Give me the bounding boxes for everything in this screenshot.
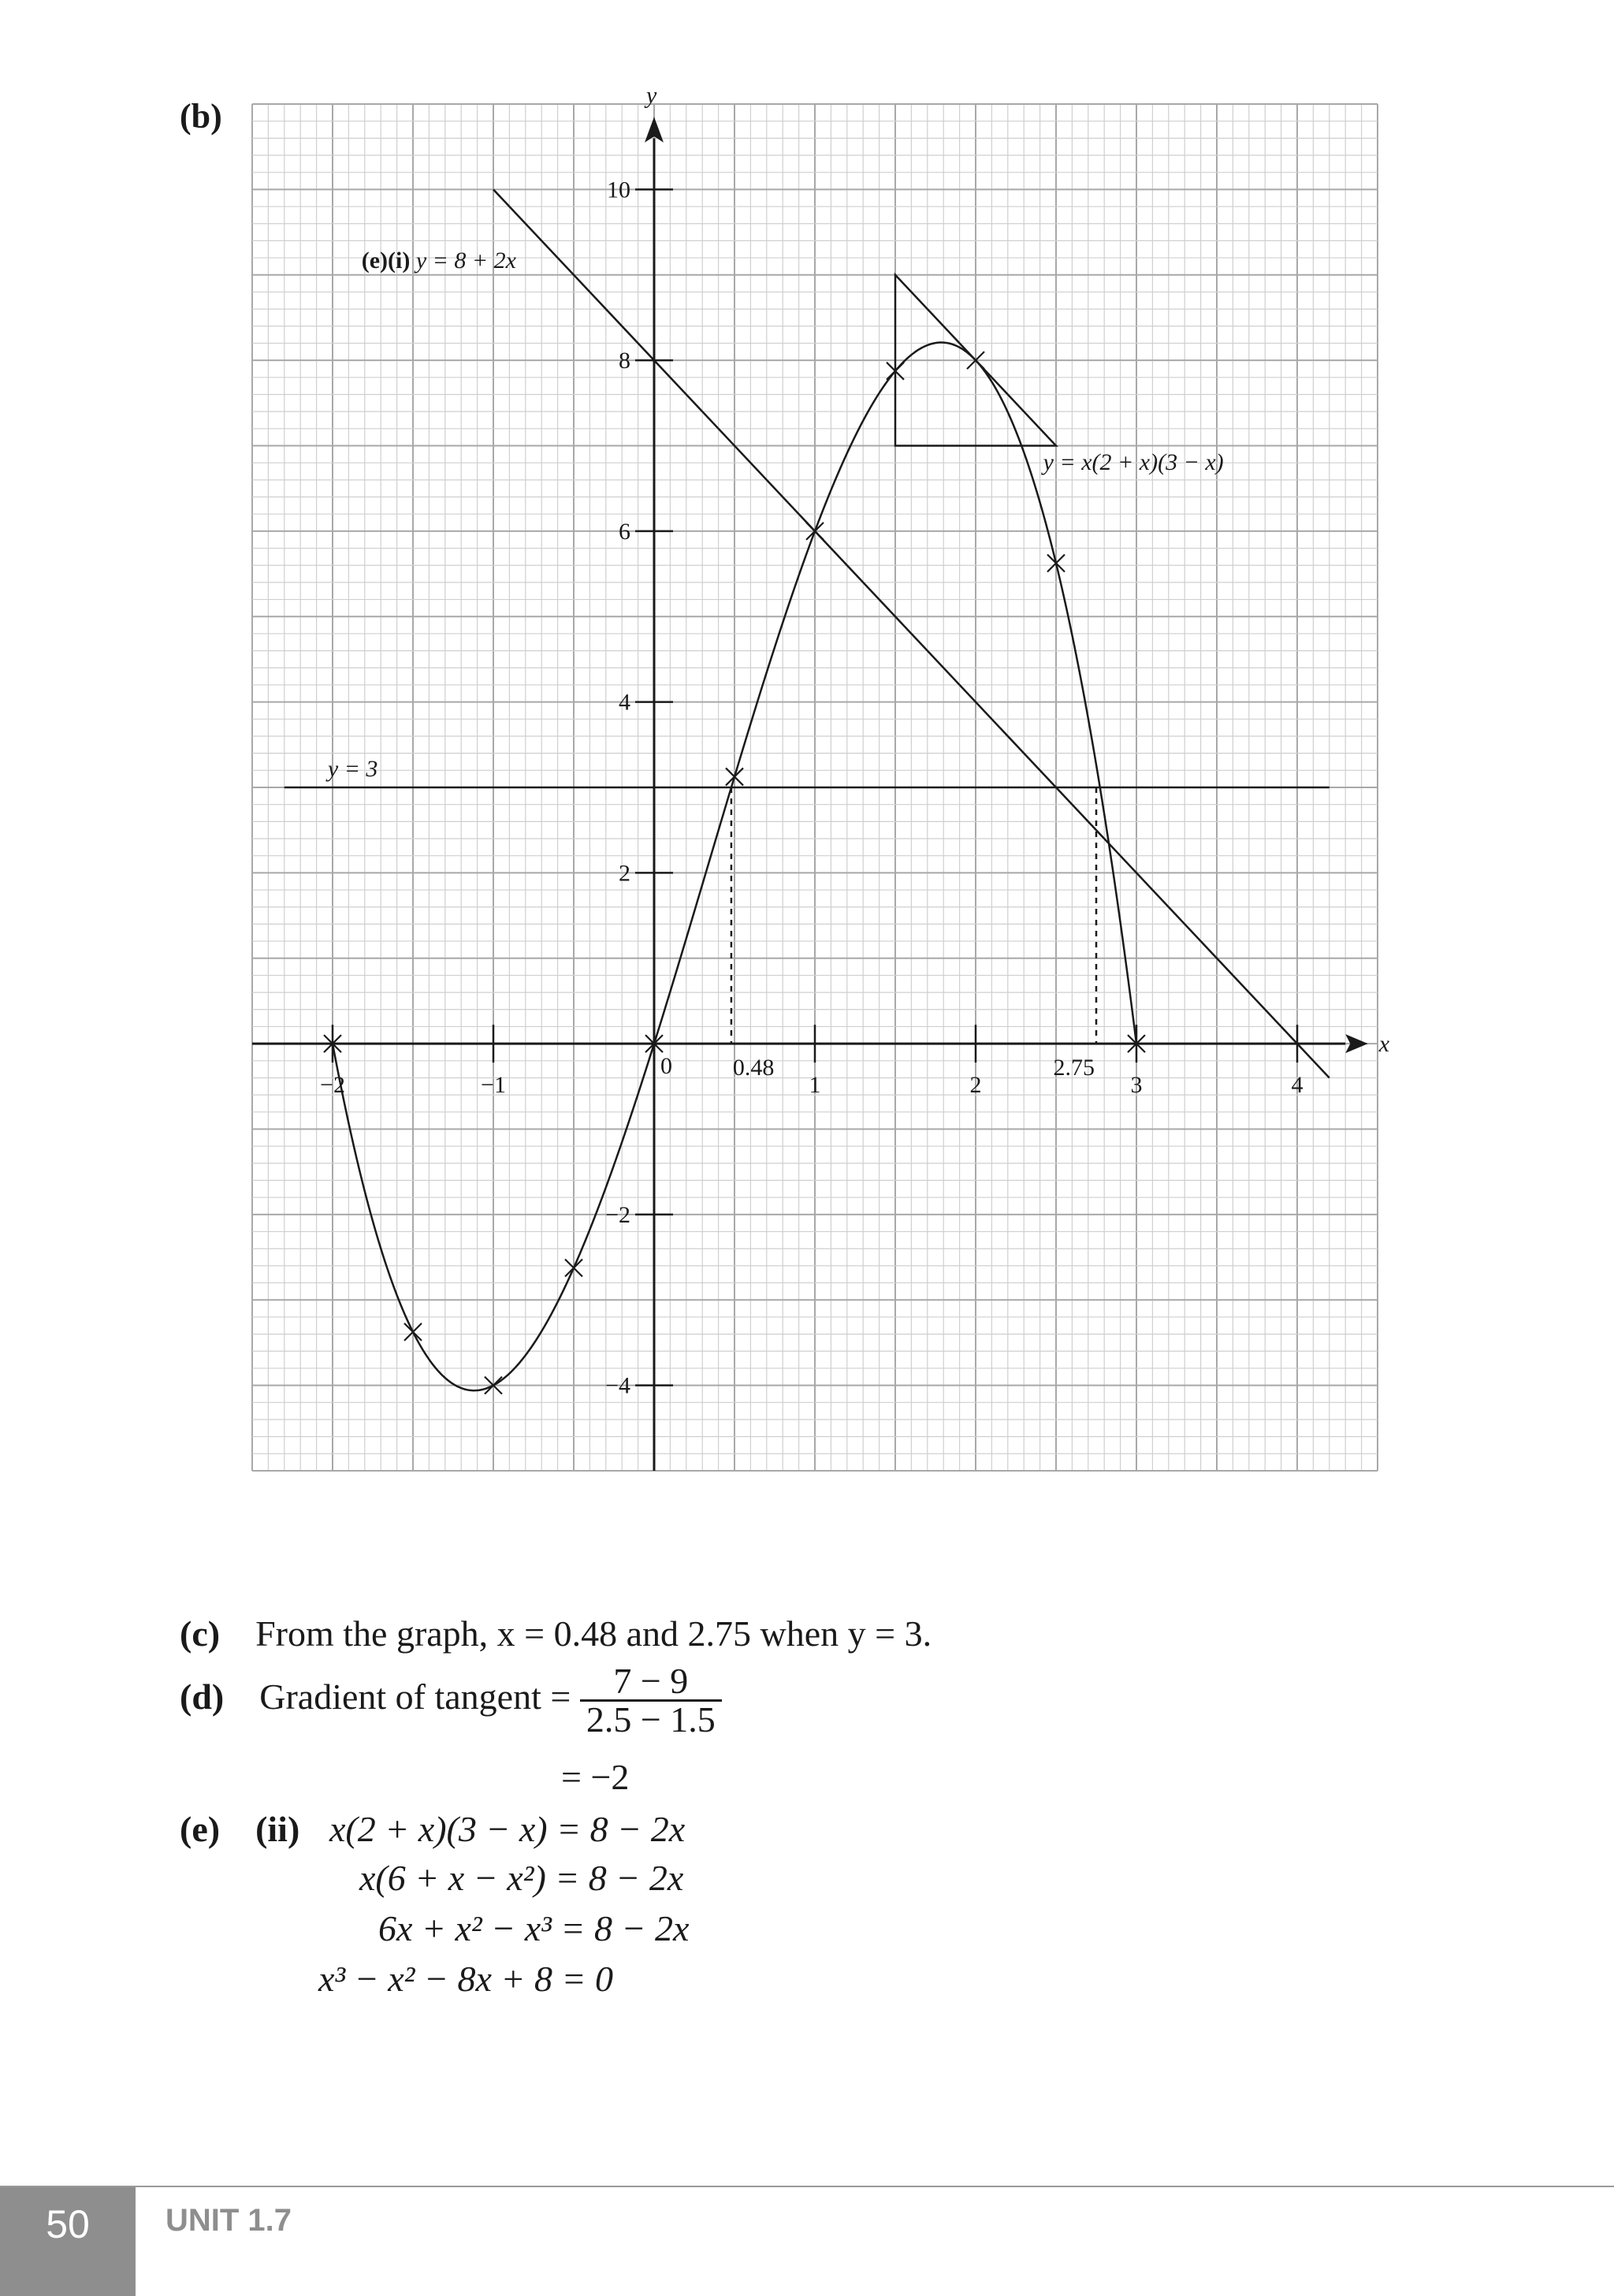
x-axis-title: x [1378, 1031, 1390, 1058]
root-value-label: 2.75 [1053, 1055, 1095, 1081]
curve-label: y = x(2 + x)(3 − x) [1043, 448, 1224, 475]
x-tick-label: −2 [320, 1072, 345, 1099]
x-tick-label: 3 [1130, 1072, 1143, 1099]
root-value-label: 0.48 [732, 1055, 775, 1081]
part-b-label: (b) [180, 97, 222, 136]
fraction-numerator: 7 − 9 [580, 1663, 722, 1702]
line-8-2x-label: (e)(i) y = 8 + 2x [361, 247, 516, 274]
chart-labels [325, 82, 1390, 1081]
line-y3-label: y = 3 [327, 756, 378, 782]
y-tick-label: −2 [605, 1201, 630, 1228]
equation-line-4: x³ − x² − 8x + 8 = 0 [318, 1959, 613, 1999]
solution-c [180, 1613, 932, 1654]
equation-line-2: x(6 + x − x²) = 8 − 2x [359, 1858, 684, 1898]
y-tick-label: 6 [619, 518, 630, 545]
footer-divider [0, 2186, 1614, 2187]
y-tick-label: 10 [607, 177, 630, 203]
fraction-denominator: 2.5 − 1.5 [586, 1699, 716, 1740]
x-tick-label: −1 [481, 1072, 506, 1099]
x-tick-label: 2 [969, 1072, 982, 1099]
solution-e-head [180, 1811, 299, 1848]
equation-line-3: 6x + x² − x³ = 8 − 2x [378, 1908, 690, 1948]
solution-e-label: (e) [180, 1809, 221, 1849]
equation-line-1: x(2 + x)(3 − x) = 8 − 2x [329, 1809, 686, 1849]
solution-e-sublabel: (ii) [255, 1809, 300, 1849]
page-number-box [0, 2187, 136, 2296]
y-tick-label: 8 [619, 348, 630, 374]
page-number: 50 [46, 2202, 90, 2246]
solution-c-text: From the graph, x = 0.48 and 2.75 when y = 3. [255, 1613, 932, 1654]
y-axis-title: y [646, 82, 657, 109]
series-lines [284, 189, 1330, 1390]
y-tick-label: 4 [619, 689, 630, 716]
solution-d-label: (d) [180, 1676, 225, 1717]
solution-d-text: Gradient of tangent = [259, 1676, 571, 1717]
gradient-fraction [580, 1663, 722, 1738]
y-tick-label: −4 [605, 1372, 630, 1399]
solution-d-result: = −2 [561, 1757, 630, 1797]
x-tick-label: 1 [809, 1072, 821, 1099]
solution-c-label: (c) [180, 1613, 221, 1654]
y-tick-label: 2 [619, 860, 630, 887]
solution-d [180, 1663, 722, 1738]
x-tick-label: 4 [1291, 1072, 1303, 1099]
x-tick-label: 0 [660, 1053, 672, 1080]
unit-label: UNIT 1.7 [165, 2203, 292, 2238]
